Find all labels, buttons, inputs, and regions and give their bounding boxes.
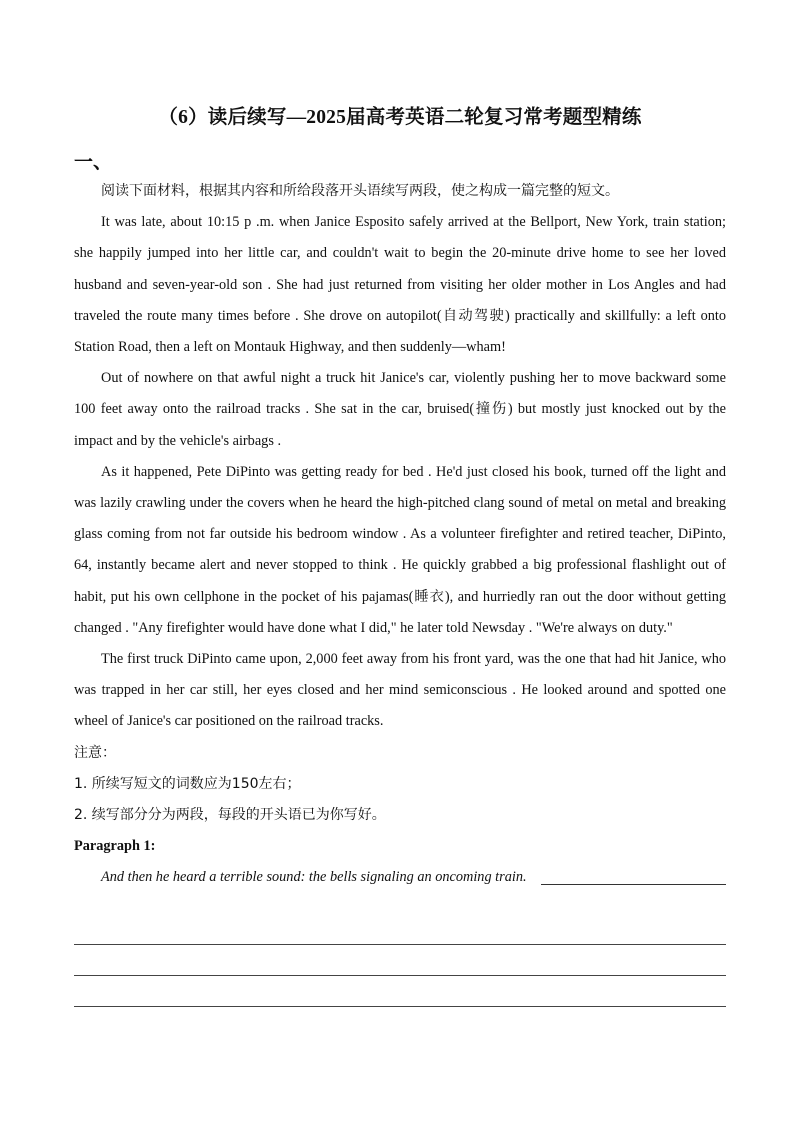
page-title: （6）读后续写—2025届高考英语二轮复习常考题型精练 <box>158 107 642 128</box>
story-paragraph-1: It was late, about 10:15 p .m. when Janice Esposito safely arrived at the Bellport, New York, train station; she happily jumped into her little car, and couldn't wait to begin the 20-minute drive home to see her loved husband and seven-year-old son . She had just returned from visiting her older mother in Los Angles and had traveled the route many times before . She drove on autopilot(自动驾驶) practically and skillfully: a left onto Station Road, then a left on Montauk Highway, and then suddenly—wham! <box>74 214 726 356</box>
answer-line-3[interactable] <box>74 1006 726 1007</box>
answer-line-2[interactable] <box>74 975 726 976</box>
note-item-2: 2. 续写部分分为两段，每段的开头语已为你写好。 <box>74 807 386 824</box>
section-number: 一、 <box>74 152 113 173</box>
instruction-text: 阅读下面材料，根据其内容和所给段落开头语续写两段，使之构成一篇完整的短文。 <box>101 183 619 199</box>
paragraph-1-label: Paragraph 1: <box>74 838 156 855</box>
answer-line-1[interactable] <box>74 944 726 945</box>
paragraph-1-opening-line <box>74 862 726 893</box>
story-paragraph-3: As it happened, Pete DiPinto was getting ready for bed . He'd just closed his book, turned off the light and was lazily crawling under the covers when he heard the high-pitched clang sound of metal on metal and breaking glass coming from not far outside his bedroom window . As a volunteer firefighter and retired teacher, DiPinto, 64, instantly became alert and never stopped to think . He quickly grabbed a big professional flashlight out of habit, put his own cellphone in the pocket of his pajamas(睡衣), and hurriedly ran out the door without getting changed . "Any firefighter would have done what I did," he later told Newsday . "We're always on duty." <box>74 463 726 636</box>
note-item-1: 1. 所续写短文的词数应为150左右； <box>74 775 301 792</box>
notes-label: 注意： <box>74 744 116 761</box>
answer-blank-inline[interactable] <box>541 883 726 885</box>
story-paragraph-2: Out of nowhere on that awful night a truck hit Janice's car, violently pushing her to move backward some 100 feet away onto the railroad tracks . She sat in the car, bruised(撞伤) but mostly just knocked out by the impact and by the vehicle's airbags . <box>74 370 726 449</box>
document-body <box>74 176 726 894</box>
paragraph-1-opening: And then he heard a terrible sound: the bells signaling an oncoming train. <box>101 869 527 886</box>
story-paragraph-4: The first truck DiPinto came upon, 2,000 feet away from his front yard, was the one that had hit Janice, who was trapped in her car still, her eyes closed and her mind semiconscious . He looked around and spotted one wheel of Janice's car positioned on the railroad tracks. <box>74 651 726 730</box>
